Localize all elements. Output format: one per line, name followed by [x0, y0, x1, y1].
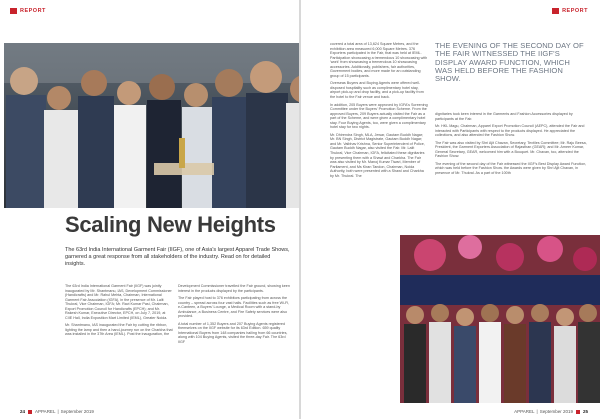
paragraph: Overseas Buyers and Buying Agents were offered well-disposed hospitality such as complimentary hotel stay, airport pick-up and drop facility, and a pick-up facility from the hotel to the Fair venue and back.: [330, 81, 424, 100]
section-label-right: REPORT: [562, 8, 588, 14]
left-column-2: [178, 284, 290, 348]
paragraph: A total number of 1,352 Buyers and 207 Buying Agents registered themselves on the IIGF website for its 63rd Edition. 659 quality International Buyers from 148 companies hailing from 66 countries, along with 104 Buying Agents, visited the three-day Fair. The 63rd IIGF: [178, 321, 288, 345]
footer-separator: [576, 410, 580, 414]
paragraph: In addition, 205 Buyers were approved by IGFA's Screening Committee under the Buyers' Promotion Scheme. From the approved Buyers, 209 Buyers actually visited the Fair as a part of the Scheme, and were given a complimentary hotel stay. Four Buying Agents, too, were given a complimentary hotel stay for two nights.: [330, 102, 428, 130]
article-headline: Scaling New Heights: [65, 212, 276, 237]
paragraph: dignitaries took keen interest in the Garments and Fashion Accessories displayed by participants at the Fair.: [435, 112, 573, 121]
section-label-left: REPORT: [20, 8, 46, 14]
paragraph: The evening of the second day of the Fair witnessed the IIGF's Best Display Award Function, which was held before the Fashion Show. the Awards were given by Shri Ajit Chavan, in presence of Mr. Thukral. As a part of the 100th: [435, 161, 587, 176]
issue-date: September 2019: [539, 409, 573, 414]
section-tag-left: [10, 8, 46, 14]
magazine-name: APPAREL: [35, 409, 56, 414]
paragraph: Mr. Shantmanu, IAS inaugurated the Fair by cutting the ribbon, lighting the lamp and then a hand-journey run on the Charkha that was installed in the 37th Area (IEML). Post the inauguration, the: [65, 323, 173, 337]
paragraph: covered a total area of 13,624 Square Metres, and the exhibition area measured 6,000 Square Metres. 376 Exporters participated in the Fair, that was held at IEML. Participation showcasing a tremendous 10 showcasing with 'work' from showcasing a tremendous 10 showcasing accessories. Additionally, publishers, fair authorities, Government bodies, and more made for an outstanding group of 15 participants.: [330, 42, 428, 78]
paragraph: Mr. HKL Magu, Chairman, Apparel Export Promotion Council (AEPC), attended the Fair and interacted with Participants with respect to the products displayed. He appreciated the collections, and also attended the Fashion Show.: [435, 124, 585, 138]
paragraph: Mr. Dhirendra Singh, MLA, Jewar, Gautam Buddh Nagar; Mr. BN Singh, District Magistrate, Gautam Buddh Nagar; and Mr. Vaibhav Krishna, Senior Superintendent of Police, Gautam Buddh Nagar, also visited the Fair. Mr. Lalit Thukral, Vice Chairman, IGFA, felicitated these dignitaries by presenting them with a Shawl and Charkha. The Fair was also visited by Mr. Manoj Kumar Tiwari, Member of Parliament, and Ms Kiran Tandon, Chairman, Noida Authority, both were presented with a Shawl and Charkha by Mr. Thukral. The: [330, 132, 425, 178]
inauguration-photo: [4, 43, 300, 208]
left-column-1: [65, 284, 173, 340]
page-number: 24: [20, 409, 26, 414]
pull-quote: THE EVENING OF THE SECOND DAY OF THE FAIR WITNESSED THE IIGF'S DISPLAY AWARD FUNCTION, WHICH WAS HELD BEFORE THE FASHION SHOW.: [435, 41, 584, 84]
magazine-name: APPAREL: [514, 409, 535, 414]
right-column-2: [435, 112, 590, 179]
paragraph: The Fair played host to 376 exhibitors participating from across the country – spread across four vast halls. Facilities such as free Wi-Fi, e-Canteen, a Buyers' Lounge, a Medical Room with a stand-by Ambulance, a Business Centre, and Fire Safety services were also provided.: [178, 296, 290, 319]
footer-separator: [28, 410, 32, 414]
article-standfirst: The 63rd India International Garment Fair (IIGF), one of Asia's largest Apparel Trade Shows, garnered a great response from all stakeholders of the industry. Read on for detailed insights.: [65, 247, 290, 267]
page-number: 25: [582, 409, 588, 414]
paragraph: The Fair was also visited by Shri Ajit Chavan, Secretary, Textiles Committee; Mr. Raju Beesa, President, the Garment Exporters Association of Rajasthan (GEAR); and Mr. Ameer Kumar, General Secretary, GEAR, welcomed him with a Bouquet. Mr. Chavan, too, attended the Fashion Show.: [435, 140, 587, 159]
right-page: [300, 0, 600, 419]
right-column-1: [330, 42, 428, 181]
separator-glyph: |: [536, 409, 538, 414]
section-marker: [10, 8, 17, 14]
section-marker: [552, 8, 559, 14]
issue-date: September 2019: [60, 409, 94, 414]
paragraph: The 63rd India International Garment Fair (IIGF) was jointly inaugurated by Mr. Shantmanu, IAS, Development Commissioner (Handicrafts) and Mr. Rahul Mehta, Chairman, International Garment Fair Association (IGFA), in the presence of Mr. Lalit Thukral, Vice Chairman, IGFA; Mr. Ravi Kumar Pasi, Chairman, Export Promotion Council for Handicrafts (EPCH); and Mr. Rakesh Kumar, Executive Director, EPCH, on July 7, 2019, at CIIE Hall, India Exposition Mart Limited (IEML), Greater Noida.: [65, 284, 172, 320]
footer-left: [20, 409, 94, 414]
section-tag-right: [552, 8, 588, 14]
award-ceremony-photo: [400, 235, 600, 403]
paragraph: Development Commissioner travelled the Fair ground, showing keen interest in the products displayed by the participants.: [178, 284, 290, 293]
separator-glyph: |: [57, 409, 59, 414]
footer-right: [514, 409, 588, 414]
